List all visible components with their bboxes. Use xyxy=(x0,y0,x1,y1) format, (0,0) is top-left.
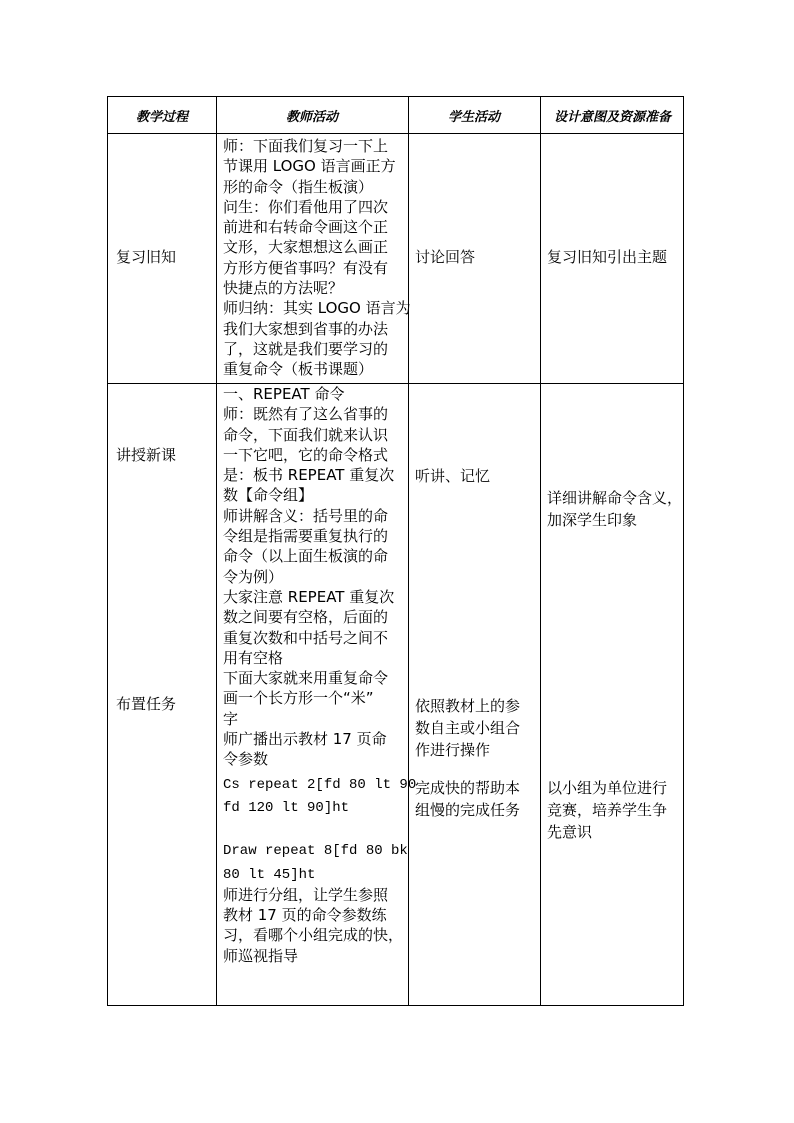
design-intent-compete: 以小组为单位进行 竞赛，培养学生争 先意识 xyxy=(547,779,668,841)
row-divider xyxy=(108,133,683,134)
teacher-activity-lesson: 一、REPEAT 命令 师：既然有了这么省事的 命令，下面我们就来认识 一下它吧，它的命令格式 是：板书 REPEAT 重复次 数【命令组】 师讲解含义：括号里的命 令组是指需要重复执行的 命令（以上面生板演的命 令为例） 大家注意 REPEAT 重复次 数之间要有空格，后面的 重复次数和中括号之间不 用有空格 下面大家就来用重复命令 画一个长方形一个“米” 字 师广播出示教材 17 页命 令参数 Cs repeat 2[fd 80 lt 90 fd 120 lt 90]ht Draw repeat 8[fd 80 bk 80 lt 45]ht 师进行分组，让学生参照 教材 17 页的命令参数练 习，看哪个小组完成的快， 师巡视指导 xyxy=(223,385,417,965)
column-divider xyxy=(216,97,217,1005)
student-activity-listen: 听讲、记忆 xyxy=(415,467,491,485)
column-divider xyxy=(540,97,541,1005)
stage-new-lesson: 讲授新课 xyxy=(116,446,177,464)
header-process: 教学过程 xyxy=(135,109,188,125)
header-design-intent: 设计意图及资源准备 xyxy=(553,109,671,125)
header-teacher-activity: 教师活动 xyxy=(285,109,338,125)
student-activity-help: 完成快的帮助本 组慢的完成任务 xyxy=(415,779,521,819)
header-student-activity: 学生活动 xyxy=(447,109,500,125)
design-intent-review: 复习旧知引出主题 xyxy=(547,248,668,266)
stage-review: 复习旧知 xyxy=(116,248,177,266)
code-star: Draw repeat 8[fd 80 bk xyxy=(223,843,408,860)
teacher-activity-review: 师：下面我们复习一下上 节课用 LOGO 语言画正方 形的命令（指生板演） 问生：你们看他用了四次 前进和右转命令画这个正 文形，大家想想这么画正 方形方便省事吗？有没有 快捷点的方法呢？ 师归纳：其实 LOGO 语言为 我们大家想到省事的办法 了，这就是我们要学习的 重复命令（板书课题） xyxy=(223,137,411,379)
lesson-plan-table xyxy=(107,96,684,1006)
code-rectangle: Cs repeat 2[fd 80 lt 90 xyxy=(223,776,417,793)
student-activity-operate: 依照教材上的参 数自主或小组合 作进行操作 xyxy=(415,697,521,759)
design-intent-explain: 详细讲解命令含义， 加深学生印象 xyxy=(547,489,683,529)
student-activity-review: 讨论回答 xyxy=(415,248,476,266)
stage-assign-task: 布置任务 xyxy=(116,695,177,713)
